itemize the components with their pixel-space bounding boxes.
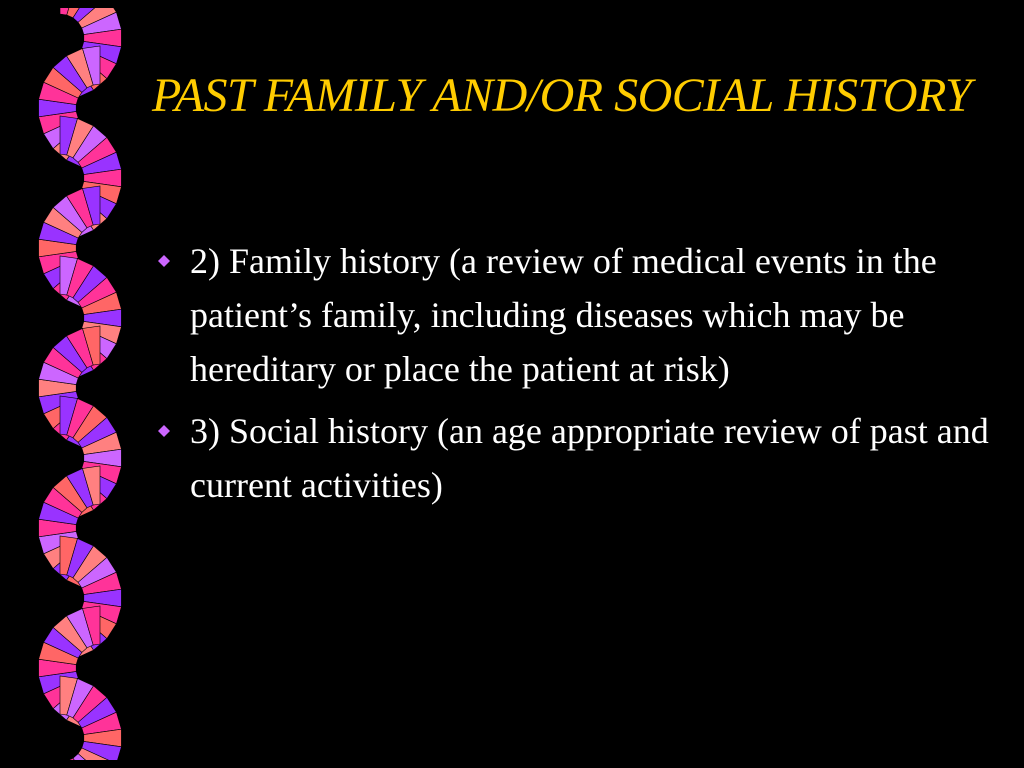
bullet-text: 2) Family history (a review of medical events in the patient’s family, including diseases which may be hereditary or place the patient at risk) [190,241,937,389]
bullet-list [158,234,998,520]
slide-title: PAST FAMILY AND/OR SOCIAL HISTORY [152,69,972,122]
wave-border-decoration [28,8,132,760]
diamond-bullet-icon [158,425,170,437]
bullet-item-social-history [158,404,998,512]
diamond-bullet-icon [158,255,170,267]
bullet-item-family-history [158,234,998,396]
bullet-text: 3) Social history (an age appropriate review of past and current activities) [190,411,989,505]
